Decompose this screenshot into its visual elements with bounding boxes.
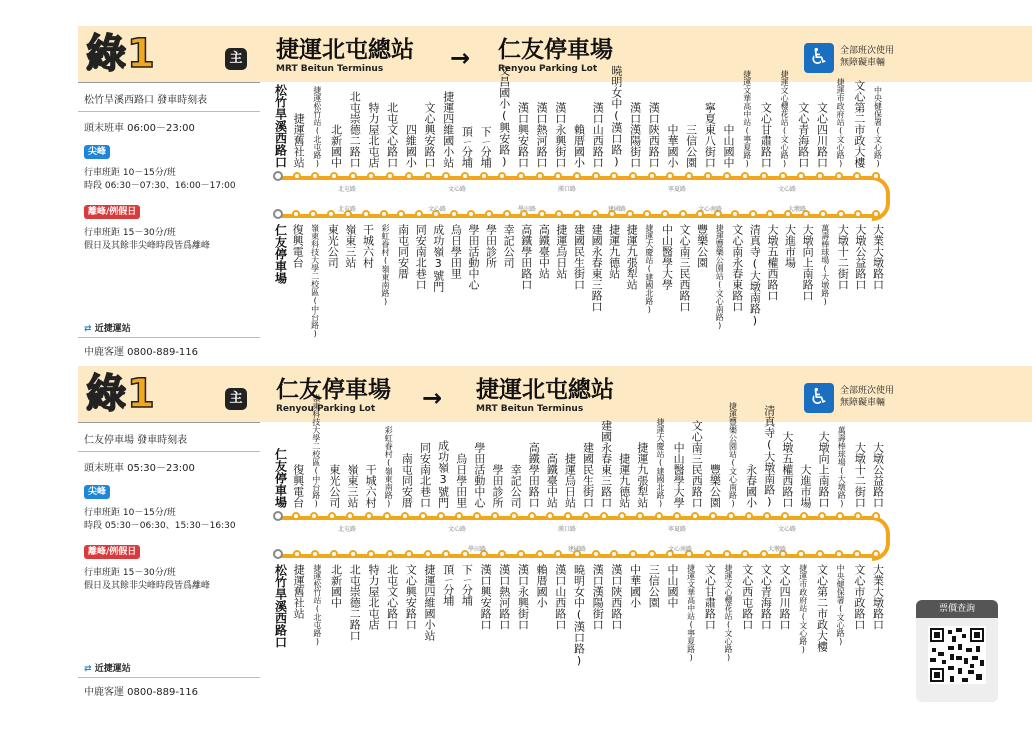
stop-marker [564,512,572,520]
road-label: 學田路 [518,206,537,213]
stop-marker [648,550,656,558]
stop-name: 特力屋北屯店 [366,102,380,168]
stop-name: 文心南三民西路口 [678,224,692,312]
stop-name: 捷運四維國小站 [423,564,436,641]
fare-lookup-title: 票價查詢 [916,600,998,618]
stop-marker [327,210,335,218]
stop-name: 漢口熱河路口 [497,564,511,630]
stop-marker [872,210,880,218]
peak-tag: 尖峰 [84,145,110,159]
stop-name: 高鐵臺中站 [537,224,551,279]
road-label: 文心路 [448,526,467,533]
stop-name: 大墩公益路口 [853,224,867,290]
stop-marker [380,210,388,218]
stop-marker [480,172,488,180]
stop-marker [872,172,880,180]
stop-name: 捷運舊社站 [292,564,306,619]
stop-name: 南屯同安厝 [396,224,410,279]
stop-name: 彩虹眷村(嶺東南路) [381,224,391,306]
from-en: Renyou Parking Lot [276,404,376,414]
stop-marker [709,512,717,520]
stop-marker [779,172,787,180]
stop-name: 漢口陝西路口 [647,102,661,168]
stop-marker [503,210,511,218]
stop-name: 中山國中 [722,124,735,168]
stop-name: 文心青海路口 [796,102,810,168]
stop-name: 中華國小 [628,564,642,608]
stop-name: 捷運文華高中站(寧夏路) [686,564,696,662]
stop-marker [330,172,338,180]
stop-name: 豐樂公園 [695,224,709,268]
stop-name: 復興電台 [291,464,305,508]
stop-name: 大墩公益路口 [871,442,885,508]
accessible-note [840,45,894,69]
stop-name: 烏日學田里 [454,453,468,508]
near-mrt-legend [84,321,131,334]
divider [78,677,260,678]
stop-marker [517,550,525,558]
stop-name: 中山醫學大學 [660,224,674,290]
stop-name: 豐樂公園 [708,464,722,508]
stop-name: 捷運市政府站(文心路) [798,564,808,654]
stop-marker [401,512,409,520]
stop-name: 寧夏東八街口 [703,102,717,168]
stop-name: 捷運九德站 [617,453,631,508]
stop-name: 大墩向上南路口 [817,431,831,508]
stop-name: 中華國小 [665,124,679,168]
stop-marker [591,210,599,218]
stop-name: 漢口熱河路口 [535,102,549,168]
from-name: 仁友停車場 [276,377,391,403]
from-name: 捷運北屯總站 [276,37,414,63]
stop-marker [691,512,699,520]
stop-name: 南屯同安厝 [400,453,414,508]
stop-name: 賴厝國小 [535,564,549,608]
peak-hours: 時段 06:30－07:30、16:00－17:00 [84,181,236,191]
stop-marker [704,550,712,558]
stop-marker [835,172,843,180]
stop-name: 漢口永興街口 [553,102,567,168]
stop-marker [835,550,843,558]
offpeak-tag: 離峰/例假日 [84,205,140,219]
stop-name: 萬壽棒球場(大墩路) [820,224,830,306]
stop-marker [629,172,637,180]
stop-name: 捷運松竹站(北屯路) [312,86,322,168]
stop-marker [854,512,862,520]
stop-marker [760,172,768,180]
panel-header [78,366,1032,422]
stop-name: 文心興安路口 [404,564,418,630]
stop-name: 萬壽棒球場(大墩路) [837,426,847,508]
stop-name: 同安南北巷口 [414,224,428,290]
stop-marker [419,512,427,520]
offpeak-tag: 離峰/例假日 [84,545,140,559]
accessible-note [840,385,894,409]
stop-name: 漢口興安路口 [516,102,530,168]
offpeak-headway: 行車班距 15－30分/班 [84,228,176,238]
stop-name: 捷運九張犁站 [625,224,639,290]
stop-name: 文心第二市政大樓 [815,564,829,652]
road-label: 學田路 [468,546,487,553]
to-name: 仁友停車場 [498,37,613,63]
direction-to [476,376,614,415]
stop-name: 松竹旱溪西路口 [273,564,288,648]
direction-to [498,36,613,75]
stop-name: 捷運豐樂公園站(文心南路) [728,402,738,508]
schedule-info [78,82,260,356]
stop-name: 清真寺(大墩南路) [762,405,776,508]
stop-marker [573,172,581,180]
stop-name: 北屯文心路口 [385,564,399,630]
stop-marker [648,172,656,180]
stop-marker [330,550,338,558]
direction-from [276,36,414,75]
stop-marker [816,550,824,558]
stop-marker [872,512,880,520]
operator-contact: 中鹿客運 0800-889-116 [84,347,199,358]
stop-name: 幸記公司 [509,464,523,508]
stop-name: 捷運文華高中站(寧夏路) [742,70,752,168]
stop-marker [461,172,469,180]
stop-name: 捷運烏日站 [554,224,568,279]
stop-name: 中山醫學大學 [672,442,686,508]
stop-marker [405,550,413,558]
stop-marker [349,550,357,558]
stop-marker [573,210,581,218]
stop-marker [424,550,432,558]
stop-name: 北屯文心路口 [385,102,399,168]
stop-marker [837,210,845,218]
wheelchair-icon: ♿ [804,43,834,73]
stop-marker [673,512,681,520]
stop-name: 四維國小 [404,124,418,168]
stop-name: 成功嶺3號門 [436,440,450,508]
stop-name: 捷運市政府站(文心路) [836,78,846,168]
stop-name: 復興電台 [291,224,305,268]
main-route-badge: 主 [225,48,247,70]
stop-name: 嶺東科技大學二校區(中台路) [311,394,321,508]
stop-name: 漢口永興街口 [516,564,530,630]
divider [78,337,260,338]
stop-name: 曉明女中(漢口路) [572,564,586,667]
stop-marker [517,172,525,180]
stop-marker [365,512,373,520]
stop-marker [679,210,687,218]
stop-name: 捷運松竹站(北屯路) [312,564,322,646]
stop-name: 文心南永春東路口 [730,224,744,312]
stop-name: 清真寺(大墩南路) [748,224,762,327]
peak-tag: 尖峰 [84,485,110,499]
stop-marker [727,512,735,520]
near-mrt-legend [84,661,131,674]
road-label: 北屯路 [338,186,357,193]
stop-marker [273,171,283,181]
route-logo: 綠1 [86,31,156,77]
stop-name: 曉明女中(漢口路) [609,65,623,168]
stop-name: 北新國中 [329,564,343,608]
stop-marker [661,210,669,218]
stop-name: 大進市場 [799,464,812,508]
stop-marker [723,550,731,558]
stop-marker [818,512,826,520]
stop-marker [546,512,554,520]
stop-name: 干城六村 [364,464,378,508]
stop-name: 漢口山西路口 [591,102,605,168]
stop-marker [655,512,663,520]
stop-name: 漢口漢陽街口 [591,564,605,630]
stop-name: 捷運文心櫻花站(文心路) [780,70,790,168]
stop-marker [405,172,413,180]
from-en: MRT Beitun Terminus [276,64,384,74]
stop-name: 文心甘肅路口 [759,102,773,168]
operator-contact: 中鹿客運 0800-889-116 [84,687,199,698]
to-en: MRT Beitun Terminus [476,404,584,414]
stop-name: 高鐵學田路口 [519,224,533,290]
stop-name: 大墩十二街口 [853,442,867,508]
stop-name: 文心第二市政大樓 [852,80,866,168]
direction-arrow-icon: → [450,44,471,72]
timetable-panel-inbound [78,366,1032,696]
stop-name: 捷運大慶站(建國北路) [644,224,654,314]
stop-name: 賴厝國小 [572,124,586,168]
stop-name: 大業大墩路口 [871,224,885,290]
stop-name: 中央健保署(文心路) [836,564,846,646]
stop-marker [362,210,370,218]
stop-name: 學田活動中心 [466,224,480,290]
stop-name: 東光公司 [326,224,340,268]
stop-marker [528,512,536,520]
accessible-line1: 全部班次使用 [840,46,895,56]
fare-lookup[interactable] [916,600,998,702]
stop-marker [872,550,880,558]
stop-name: 干城六村 [361,224,375,268]
stop-marker [383,512,391,520]
stop-name: 三信公園 [647,564,661,608]
road-label: 大墩路 [788,206,807,213]
road-label: 北屯路 [338,526,357,533]
road-label: 建國路 [608,206,627,213]
stop-name: 文心四川路口 [815,102,829,168]
stop-name: 文心四川路口 [778,564,792,630]
peak-headway: 行車班距 10－15分/班 [84,168,176,178]
stop-name: 松竹旱溪西路口 [273,84,288,168]
near-mrt-label: 近捷運站 [94,324,131,334]
timetable-panel-outbound [78,26,1032,356]
stop-name: 下ㄧ分埔 [479,126,493,168]
first-last-bus: 頭末班車 05:30－23:00 [84,463,195,474]
qr-code-icon[interactable] [928,626,986,684]
stop-marker [836,512,844,520]
peak-hours: 時段 05:30－06:30、15:30－16:30 [84,521,236,531]
stop-marker [816,172,824,180]
stop-name: 文心市政路口 [852,564,866,630]
stop-name: 文心興安路口 [423,102,436,168]
road-label: 文心南路 [698,206,723,213]
stop-name: 捷運烏日站 [563,453,577,508]
stop-name: 特力屋北屯店 [366,564,380,630]
stop-name: 文心青海路口 [759,564,773,630]
offpeak-headway: 行車班距 15－30分/班 [84,568,176,578]
main-route-badge: 主 [225,388,247,410]
stop-name: 頂ㄧ分埔 [460,126,474,168]
stop-name: 彩虹眷村(嶺東南路) [384,426,394,508]
stop-name: 漢口山西路口 [553,564,567,630]
near-mrt-label: 近捷運站 [94,664,131,674]
direction-from [276,376,391,415]
road-label: 文心路 [778,186,797,193]
route-logo: 綠1 [86,371,156,417]
road-label: 漢口路 [558,186,577,193]
stop-name: 文心西屯路口 [740,564,754,630]
accessible-line1: 全部班次使用 [840,386,895,396]
stop-name: 嶺東三站 [345,464,359,508]
road-label: 文心路 [428,206,447,213]
stop-marker [760,550,768,558]
stop-marker [592,172,600,180]
stop-name: 建國民生街口 [572,224,586,290]
road-label: 寧夏路 [668,186,687,193]
stop-marker [293,550,301,558]
stop-marker [704,172,712,180]
stop-marker [293,172,301,180]
stop-name: 文心南三民西路口 [690,420,704,508]
stop-name: 北新國中 [329,124,343,168]
stop-marker [349,172,357,180]
stop-name: 頂ㄧ分埔 [441,564,455,606]
stop-name: 嶺東三站 [343,224,357,268]
stop-name: 捷運舊社站 [292,113,306,168]
stop-marker [424,172,432,180]
stop-name: 同安南北巷口 [418,442,432,508]
stop-marker [800,512,808,520]
stop-name: 建國永春東三路口 [599,420,613,508]
stop-name: 學田診所 [484,224,498,268]
stop-marker [450,210,458,218]
offpeak-note: 假日及其餘非尖峰時段皆爲離峰 [84,581,211,591]
stop-name: 漢口漢陽街口 [628,102,642,168]
stop-name: 成功嶺3號門 [431,224,445,292]
stop-name: 大墩向上南路口 [801,224,815,301]
stop-name: 捷運文心櫻花站(文心路) [724,564,733,662]
stop-name: 捷運豐樂公園站(文心南路) [715,224,725,330]
stop-name: 北屯崇德二路口 [348,91,362,168]
wheelchair-icon: ♿ [804,383,834,413]
stop-name: 建國民生街口 [581,442,595,508]
schedule-info [78,422,260,696]
panel-header [78,26,1032,82]
stop-name: 嶺東科技大學二校區(中台路) [310,224,320,338]
stop-marker [626,210,634,218]
mrt-transfer-icon: ⇄ [84,324,95,334]
stop-marker [415,210,423,218]
stop-name: 東光公司 [327,464,341,508]
stop-name: 建國永春東三路口 [590,224,604,312]
stop-marker [273,511,283,521]
divider [78,111,260,112]
stop-name: 幸記公司 [502,224,516,268]
stop-marker [273,209,283,219]
stop-name: 大墩十二街口 [836,224,850,290]
schedule-title: 仁友停車場 發車時刻表 [84,435,188,446]
road-label: 大墩路 [768,546,787,553]
divider [78,451,260,452]
offpeak-note: 假日及其餘非尖峰時段皆爲離峰 [84,241,211,251]
stop-name: 三信公園 [684,124,698,168]
stop-name: 中山國中 [665,564,679,608]
stop-name: 高鐵學田路口 [527,442,541,508]
stop-name: 漢口陝西路口 [609,564,623,630]
stop-marker [592,550,600,558]
stop-name: 大墩五權西路口 [765,224,779,301]
accessible-line2: 無障礙車輛 [840,58,886,68]
road-label: 文心路 [448,186,467,193]
stop-name: 漢口興安路口 [479,564,493,630]
accessible-line2: 無障礙車輛 [840,398,886,408]
to-name: 捷運北屯總站 [476,377,614,403]
stop-name: 高鐵臺中站 [545,453,559,508]
schedule-title: 松竹旱溪西路口 發車時刻表 [84,95,208,106]
mrt-transfer-icon: ⇄ [84,664,95,674]
first-last-bus: 頭末班車 06:00－23:00 [84,123,195,134]
stop-name: 捷運大慶站(建國北路) [656,418,666,508]
stop-marker [629,550,637,558]
stop-name: 捷運四維國小站 [441,91,455,168]
stop-name: 大進市場 [783,224,797,268]
stop-marker [582,512,590,520]
stop-marker [510,512,518,520]
stop-name: 仁友停車場 [273,448,288,508]
stop-name: 文心甘肅路口 [703,564,717,630]
stop-name: 捷運九德站 [607,224,621,279]
road-label: 北屯路 [338,206,357,213]
stop-name: 捷運九張犁站 [635,442,649,508]
road-label: 建國路 [568,546,587,553]
stop-name: 中央健保署(文心路) [873,86,883,168]
stop-name: 文昌國小(興安路) [497,65,511,168]
stop-name: 大墩五權西路口 [780,431,794,508]
stop-marker [538,210,546,218]
road-label: 文心南路 [668,546,693,553]
stop-name: 學田活動中心 [472,442,486,508]
road-label: 漢口路 [558,526,577,533]
stop-name: 烏日學田里 [449,224,463,279]
to-en: Renyou Parking Lot [498,64,598,74]
stop-name: 北屯崇德二路口 [348,564,362,641]
stop-name: 仁友停車場 [273,224,288,284]
stop-marker [536,172,544,180]
stop-name: 大業大墩路口 [871,564,885,630]
stop-name: 學田診所 [490,464,504,508]
road-label: 寧夏路 [668,526,687,533]
direction-arrow-icon: → [422,384,443,412]
stop-marker [485,210,493,218]
stop-marker [723,172,731,180]
stop-name: 下ㄧ分埔 [460,564,474,606]
stop-name: 永春國小 [744,464,758,508]
stop-marker [536,550,544,558]
stop-marker [273,549,283,559]
road-label: 文心路 [778,526,797,533]
stop-marker [749,210,757,218]
peak-headway: 行車班距 10－15分/班 [84,508,176,518]
stop-marker [292,210,300,218]
